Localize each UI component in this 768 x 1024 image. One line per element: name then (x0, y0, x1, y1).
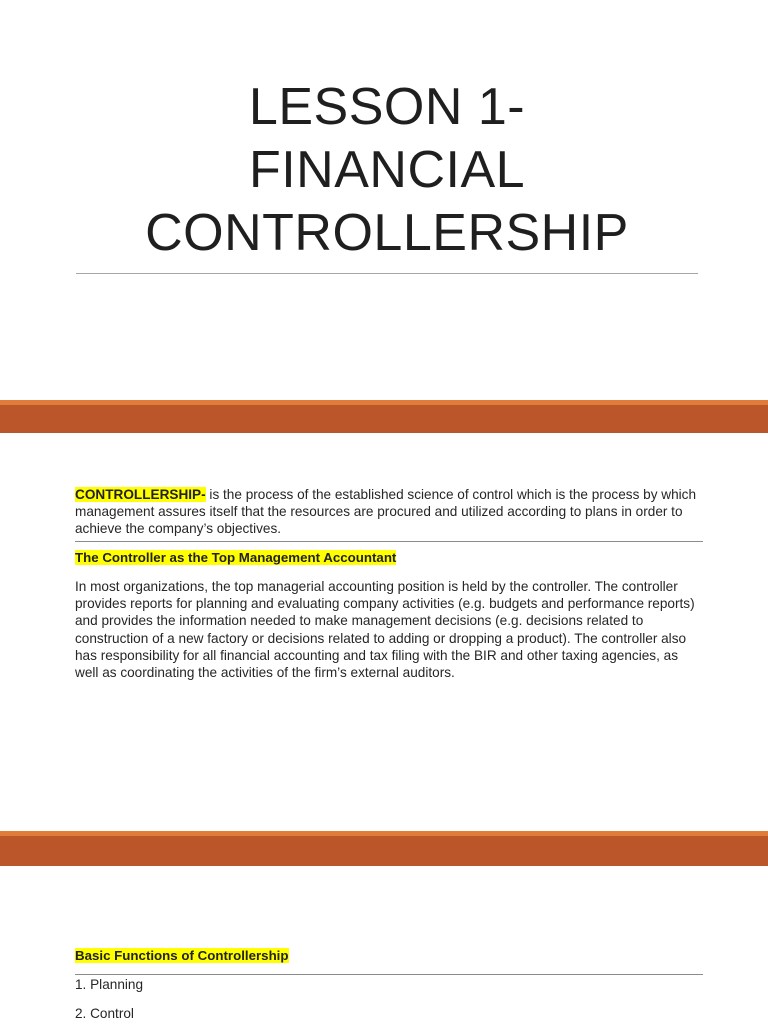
functions-heading-text: Basic Functions of Controllership (75, 948, 289, 963)
list-item: 2. Control (75, 1006, 134, 1021)
slide-title (76, 76, 698, 265)
slide-separator-band (0, 400, 768, 433)
definition-text: is the process of the established science of control which is the process by which management assures itself that the resources are procured and utilized according to plans in order to achieve the company’s objectives. (75, 487, 697, 537)
functions-heading (75, 947, 289, 964)
body-paragraph: In most organizations, the top managerial accounting position is held by the controller. The controller provides reports for planning and evaluating company activities (e.g. budgets and performance reports) and provides the information needed to make management decisions (e.g. decisions related to construction of a new factory or decisions related to adding or dropping a product). The controller also has responsibility for all financial accounting and tax filing with the BIR and other taxing agencies, as well as coordinating the activities of the firm’s external auditors. (75, 579, 695, 681)
list-item: 1. Planning (75, 977, 144, 992)
section-heading-text: The Controller as the Top Management Accountant (75, 550, 397, 565)
title-slide (0, 0, 768, 400)
title-divider (76, 273, 698, 274)
title-line-1: LESSON 1- (248, 78, 526, 136)
functions-divider (75, 974, 703, 975)
slide-separator-band (0, 831, 768, 866)
section-divider (75, 541, 703, 542)
definition-term: CONTROLLERSHIP- (75, 487, 206, 502)
title-line-3: CONTROLLERSHIP (145, 204, 629, 262)
band-accent (0, 400, 768, 405)
definition-slide (0, 433, 768, 831)
functions-slide (0, 866, 768, 1024)
title-line-2: FINANCIAL (248, 141, 526, 199)
definition-paragraph (75, 486, 705, 538)
section-heading (75, 549, 396, 566)
band-accent (0, 831, 768, 836)
